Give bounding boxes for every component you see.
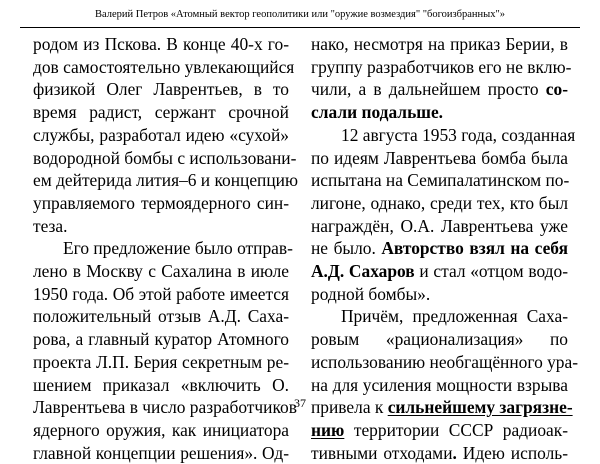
text-line: родом из Пскова. В конце 40-х го- <box>33 34 289 54</box>
text-line: ровым «рационализация» по <box>311 329 568 350</box>
text-line: нако, несмотря на приказ Берии, в <box>311 34 568 54</box>
text-line: по идеям Лаврентьева бомба была <box>311 147 568 168</box>
text-run: привела к <box>311 397 388 418</box>
text-run: Идею исполь- <box>456 442 568 463</box>
text-line: положительный отзыв А.Д. Саха- <box>33 306 289 327</box>
bold-text: А.Д. Сахаров <box>311 261 415 282</box>
text-line: ядерного оружия, как инициатора <box>33 419 289 440</box>
text-line: испытана на Семипалатинском по- <box>311 170 570 191</box>
text-line: Лаврентьева в число разработчиков <box>33 397 297 418</box>
text-line: родной бомбы». <box>311 283 431 304</box>
bold-text: . <box>452 442 457 463</box>
text-line: службы, разработал идею «сухой» <box>33 124 289 145</box>
header-rule <box>20 27 580 28</box>
text-line: награждён, О.А. Лаврентьева уже <box>311 215 568 236</box>
bold-underlined-text: нию <box>311 419 345 440</box>
text-line: водородной бомбы с использовани- <box>33 147 297 168</box>
text-line: дов самостоятельно увлекающийся <box>33 56 295 77</box>
text-line: шением приказал «включить О. <box>33 374 289 395</box>
text-line: лено в Москву с Сахалина в июле <box>33 261 289 282</box>
text-line <box>311 237 568 260</box>
text-line: рова, а главный куратор Атомного <box>33 329 289 350</box>
text-run: территории СССР радиоак- <box>344 419 568 440</box>
text-run: тивными отходами <box>311 442 453 463</box>
text-line: проекта Л.П. Берия секретным ре- <box>33 351 289 372</box>
text-line <box>311 101 568 124</box>
text-line: 1950 года. Об этой работе имеется <box>33 283 289 304</box>
page-number: 37 <box>294 396 306 410</box>
text-line: физикой Олег Лаврентьев, в то <box>33 79 289 100</box>
text-run: не было. <box>311 238 382 259</box>
text-line: группу разработчиков его не вклю- <box>311 56 572 77</box>
text-line: главной концепции решения». Од- <box>33 442 289 463</box>
text-line: Его предложение было отправ- <box>63 238 293 259</box>
text-line <box>311 260 568 283</box>
text-line: время радист, сержант срочной <box>33 102 289 123</box>
bold-text: Авторство взял на себя <box>381 238 568 259</box>
text-line <box>311 78 568 101</box>
bold-underlined-text: сильнейшему загрязне- <box>387 397 573 418</box>
text-run: и стал «отцом водо- <box>414 261 568 282</box>
text-line: 12 августа 1953 года, созданная <box>341 124 576 145</box>
text-line: Причём, предложенная Саха- <box>341 306 568 327</box>
text-line: теза. <box>33 215 68 236</box>
text-line: лигоне, однако, среди тех, кто был <box>311 192 568 213</box>
text-line: ем дейтерида лития–6 и концепцию <box>33 170 298 191</box>
text-run: . <box>438 102 444 123</box>
text-line <box>311 419 568 442</box>
bold-text: со- <box>545 79 568 100</box>
text-line: управляемого термоядерного син- <box>33 192 289 213</box>
text-line: использованию необгащённого ура- <box>311 351 579 372</box>
text-line: на для усиления мощности взрыва <box>311 374 568 395</box>
running-header: Валерий Петров «Атомный вектор геополитики или "оружие возмездия" "богоизбранных"» <box>94 9 506 20</box>
text-line <box>311 442 568 464</box>
text-run: чили, а в дальнейшем просто <box>311 79 546 100</box>
bold-text: слали подальше <box>311 102 439 123</box>
